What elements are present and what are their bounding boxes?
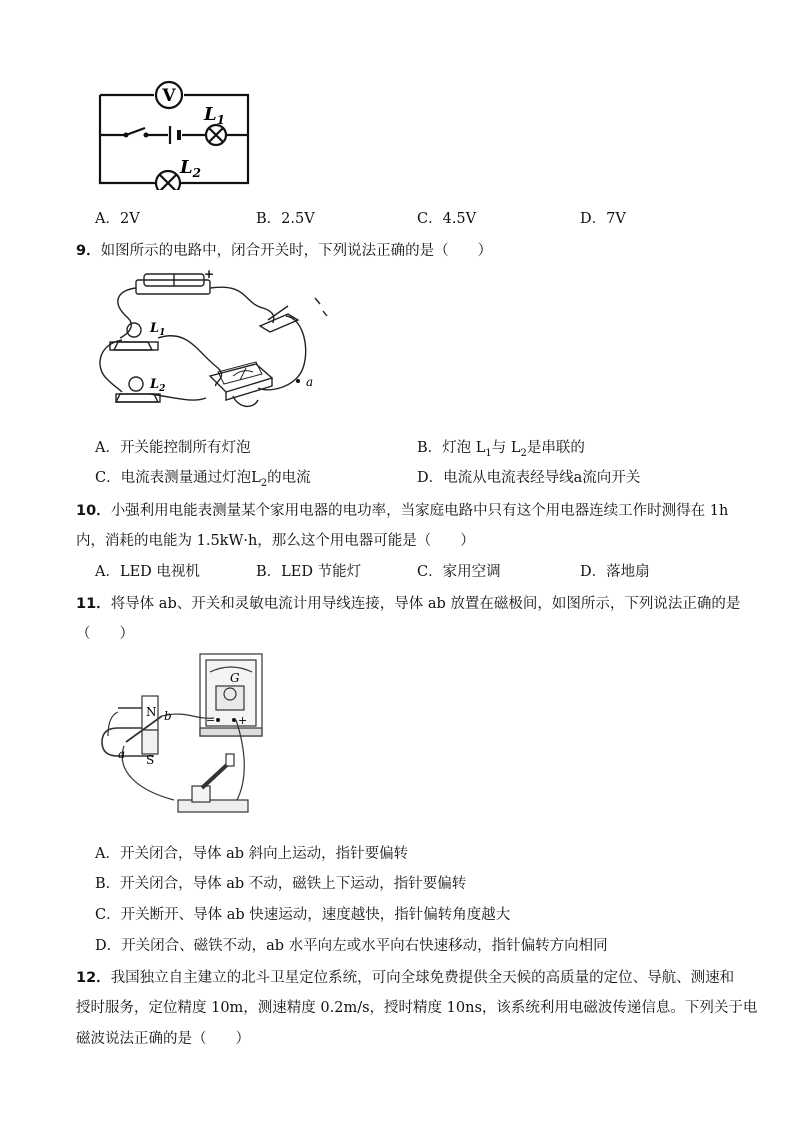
q9-point-a-label: a [306,375,314,389]
q9-option-b: B．灯泡 $L_1$与 $L_2$是串联的 [417,440,585,459]
q10-option-a: A．LED 电视机 [95,564,200,580]
q10-stem-line2: 内，消耗的电能为 1.5kW·h，那么这个用电器可能是（ ） [76,533,475,549]
q11-option-a: A．开关闭合，导体 ab 斜向上运动，指针要偏转 [95,846,409,862]
galvanometer-plus: + [238,714,248,727]
q12-stem-line2: 授时服务，定位精度 10m，测速精度 0.2m/s，授时精度 10ns，该系统利用电磁波传递信息。下列关于电 [76,1000,758,1016]
voltmeter-label: V [162,86,176,106]
battery-plus-label: + [204,268,215,281]
q10-stem-line1: 10．小强利用电能表测量某个家用电器的电功率，当家庭电路中只有这个用电器连续工作时测得在 1h [76,503,729,519]
galvanometer-minus: − [206,714,216,727]
q12-number: 12． [76,970,111,986]
q11-stem-line2: （ ） [76,626,134,642]
q9-stem: 9．如图所示的电路中，闭合开关时，下列说法正确的是（ ） [76,243,493,259]
q11-option-c: C．开关断开、导体 ab 快速运动，速度越快，指针偏转角度越大 [95,907,511,923]
q9-option-a: A．开关能控制所有灯泡 [95,440,251,456]
point-a-label: a [118,747,126,761]
q8-option-c: C．4.5V [417,211,477,227]
svg-text:L2: $L_2$ [150,377,166,394]
q12-stem-line3: 磁波说法正确的是（ ） [76,1031,250,1047]
q12-stem-line1: 12．我国独立自主建立的北斗卫星定位系统，可向全球免费提供全天候的高质量的定位、导航、测速和 [76,970,735,986]
q9-lamp1-label: L [150,321,160,336]
q11-induction-figure [96,650,276,822]
point-b-label: b [164,709,172,723]
q10-option-c: C．家用空调 [417,564,501,580]
q11-stem-line1: 11．将导体 ab、开关和灵敏电流计用导线连接，导体 ab 放置在磁极间，如图所示，下列说法正确的是 [76,596,741,612]
q11-option-b: B．开关闭合，导体 ab 不动，磁铁上下运动，指针要偏转 [95,876,467,892]
north-pole-label: N [146,705,157,719]
svg-text:L1: $L_1$ [204,104,226,127]
galvanometer-label: G [230,671,240,685]
svg-text:L1: $L_1$ [150,321,166,338]
q10-option-d: D．落地扇 [580,564,650,580]
q11-number: 11． [76,596,111,612]
q11-option-d: D．开关闭合、磁铁不动，ab 水平向左或水平向右快速移动，指针偏转方向相同 [95,938,608,954]
q10-option-b: B．LED 节能灯 [256,564,362,580]
q8-option-b: B．2.5V [256,211,315,227]
q8-circuit-figure [90,78,260,190]
lamp1-label: L [204,104,217,125]
q10-number: 10． [76,503,111,519]
q8-option-d: D．7V [580,211,626,227]
q9-lamp2-label: L [150,377,160,392]
q9-option-d: D．电流从电流表经导线a流向开关 [417,470,641,486]
q9-circuit-figure [88,268,332,413]
q9-number: 9． [76,243,101,259]
q9-option-c: C．电流表测量通过灯泡$L_2$的电流 [95,470,311,489]
svg-text:L2: $L_2$ [180,157,202,180]
q8-option-a: A．2V [95,211,140,227]
south-pole-label: S [146,753,155,767]
lamp2-label: L [180,157,193,178]
